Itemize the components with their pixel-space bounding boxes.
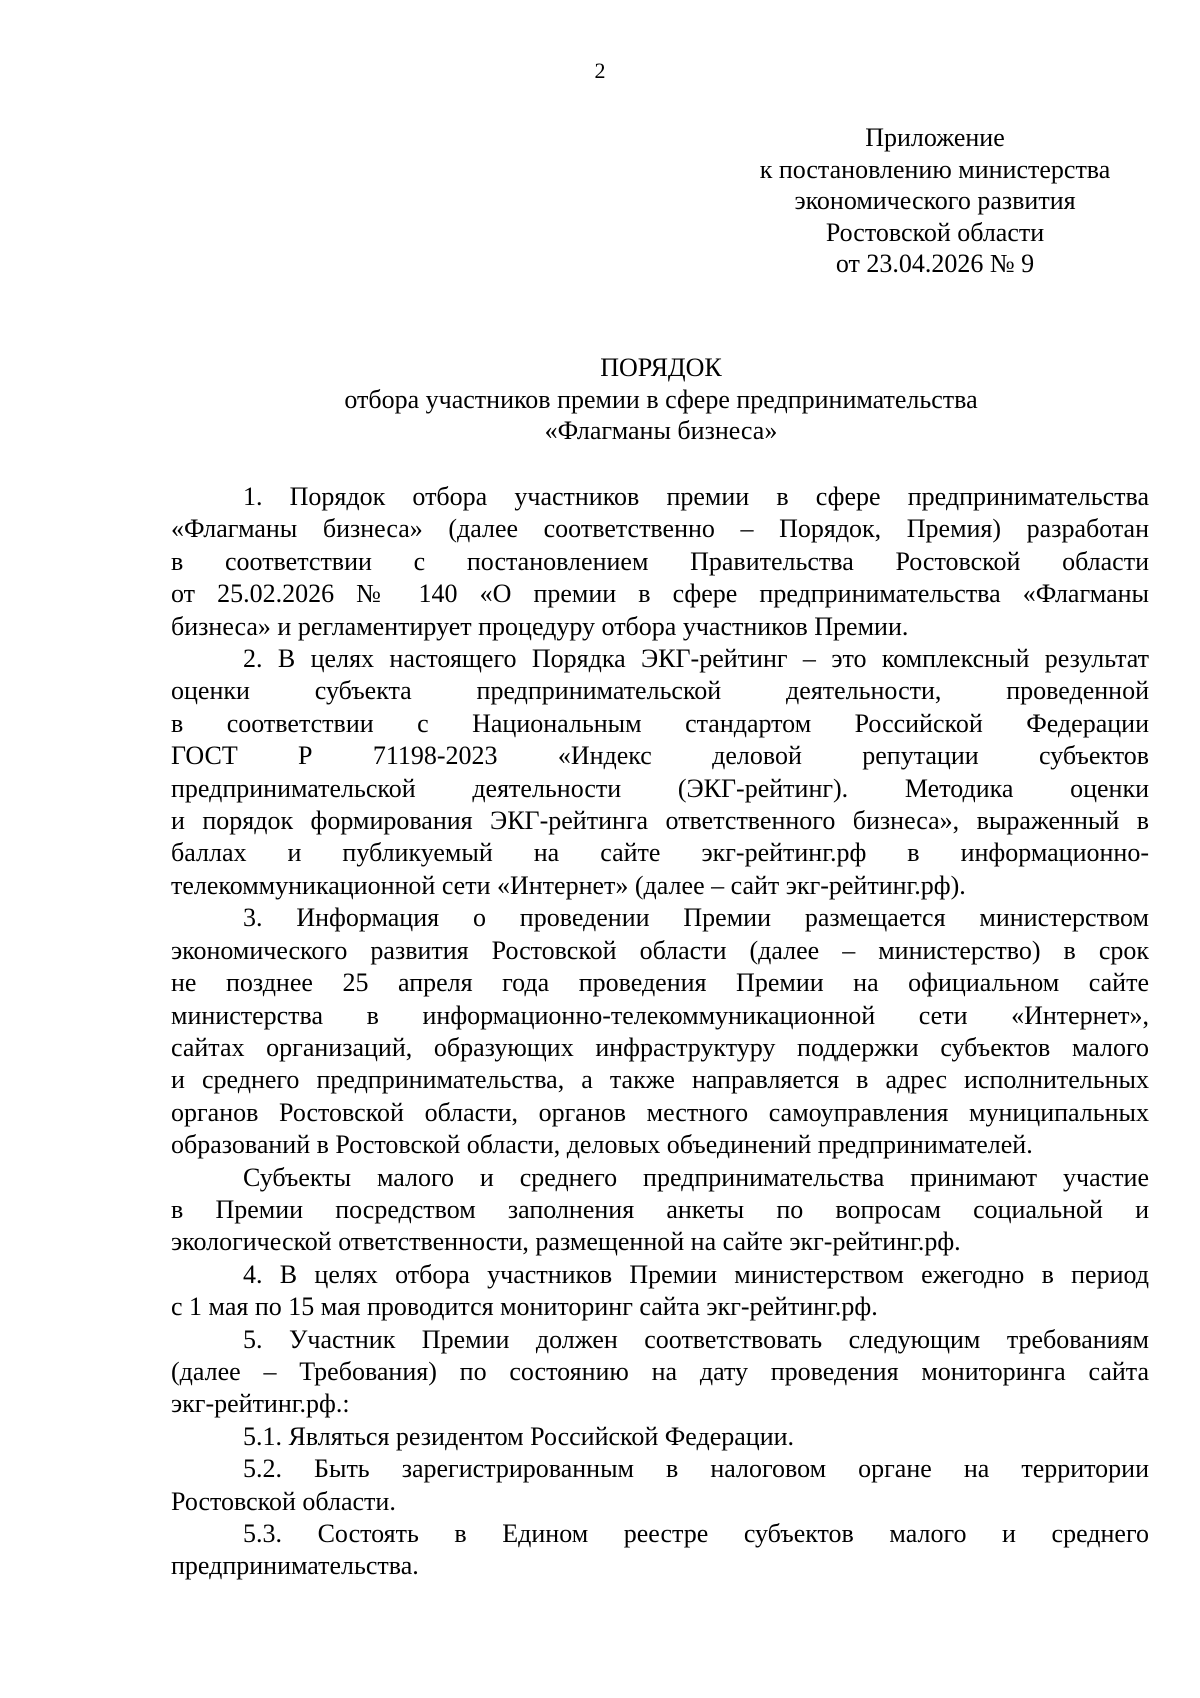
paragraph <box>171 481 1149 643</box>
paragraph <box>171 1324 1149 1421</box>
paragraph-line: предпринимательства. <box>171 1551 419 1581</box>
paragraph <box>171 1162 1149 1259</box>
paragraph-line: бизнеса» и регламентирует процедуру отбора участников Премии. <box>171 611 909 641</box>
paragraph-line: баллах и публикуемый на сайте экг-рейтинг.рф в информационно- <box>171 838 1149 868</box>
appendix-line: Приложение <box>865 123 1005 152</box>
appendix-line: от 23.04.2026 № 9 <box>835 249 1035 279</box>
title-subtitle-line: отбора участников премии в сфере предпринимательства <box>344 384 978 414</box>
paragraph-line: 5.1. Являться резидентом Российской Федерации. <box>243 1421 795 1451</box>
paragraph-line: не позднее 25 апреля года проведения Премии на официальном сайте <box>171 968 1149 998</box>
paragraph-line: с 1 мая по 15 мая проводится мониторинг сайта экг-рейтинг.рф. <box>171 1292 878 1322</box>
paragraph-line: оценки субъекта предпринимательской деятельности, проведенной <box>171 676 1149 706</box>
paragraph <box>171 1259 1149 1324</box>
paragraph-line: 4. В целях отбора участников Премии министерством ежегодно в период <box>243 1259 1149 1289</box>
paragraph-line: и порядок формирования ЭКГ-рейтинга ответственного бизнеса», выраженный в <box>171 806 1149 836</box>
paragraph-line: экг-рейтинг.рф.: <box>171 1389 350 1419</box>
paragraph-line: экономического развития Ростовской области (далее – министерство) в срок <box>171 935 1149 965</box>
paragraph-line: от 25.02.2026 № 140 «О премии в сфере предпринимательства «Флагманы <box>171 579 1149 609</box>
paragraph-line: (далее – Требования) по состоянию на дату проведения мониторинга сайта <box>171 1356 1149 1386</box>
document-body <box>171 481 1149 1583</box>
paragraph-line: Субъекты малого и среднего предпринимательства принимают участие <box>243 1162 1149 1192</box>
paragraph-line: 5. Участник Премии должен соответствовать следующим требованиям <box>243 1324 1149 1354</box>
paragraph-line: экологической ответственности, размещенной на сайте экг-рейтинг.рф. <box>171 1227 961 1257</box>
paragraph-line: 2. В целях настоящего Порядка ЭКГ-рейтинг – это комплексный результат <box>243 644 1149 674</box>
appendix-line: Ростовской области <box>825 217 1045 247</box>
paragraph-line: в соответствии с постановлением Правительства Ростовской области <box>171 546 1149 576</box>
paragraph-line: образований в Ростовской области, деловых объединений предпринимателей. <box>171 1130 1033 1160</box>
page-number: 2 <box>594 58 606 83</box>
paragraph <box>171 1518 1149 1583</box>
document-title <box>171 352 1151 447</box>
title-heading: ПОРЯДОК <box>600 353 722 382</box>
paragraph-line: 3. Информация о проведении Премии размещается министерством <box>243 903 1149 933</box>
appendix-header <box>735 122 1135 280</box>
paragraph-line: в Премии посредством заполнения анкеты по вопросам социальной и <box>171 1194 1149 1224</box>
paragraph-line: ГОСТ Р 71198-2023 «Индекс деловой репутации субъектов <box>171 741 1149 771</box>
paragraph-line: министерства в информационно-телекоммуникационной сети «Интернет», <box>171 1000 1149 1030</box>
paragraph-line: органов Ростовской области, органов местного самоуправления муниципальных <box>171 1097 1149 1127</box>
paragraph-line: в соответствии с Национальным стандартом Российской Федерации <box>171 708 1149 738</box>
paragraph-line: 5.2. Быть зарегистрированным в налоговом органе на территории <box>243 1454 1149 1484</box>
paragraph-line: телекоммуникационной сети «Интернет» (далее – сайт экг-рейтинг.рф). <box>171 870 966 900</box>
appendix-line: к постановлению министерства <box>759 154 1111 184</box>
paragraph <box>171 1453 1149 1518</box>
paragraph <box>171 902 1149 1161</box>
paragraph-line: сайтах организаций, образующих инфраструктуру поддержки субъектов малого <box>171 1032 1149 1062</box>
appendix-line: экономического развития <box>794 186 1076 216</box>
paragraph <box>171 643 1149 902</box>
paragraph-line: 5.3. Состоять в Едином реестре субъектов малого и среднего <box>243 1519 1149 1548</box>
paragraph-line: 1. Порядок отбора участников премии в сфере предпринимательства <box>243 482 1149 511</box>
paragraph-line: предпринимательской деятельности (ЭКГ-рейтинг). Методика оценки <box>171 773 1149 803</box>
paragraph-line: Ростовской области. <box>171 1486 396 1516</box>
paragraph-line: «Флагманы бизнеса» (далее соответственно – Порядок, Премия) разработан <box>171 514 1149 544</box>
paragraph-line: и среднего предпринимательства, а также направляется в адрес исполнительных <box>171 1065 1149 1095</box>
paragraph <box>171 1421 1149 1453</box>
title-subtitle-line: «Флагманы бизнеса» <box>544 416 778 446</box>
